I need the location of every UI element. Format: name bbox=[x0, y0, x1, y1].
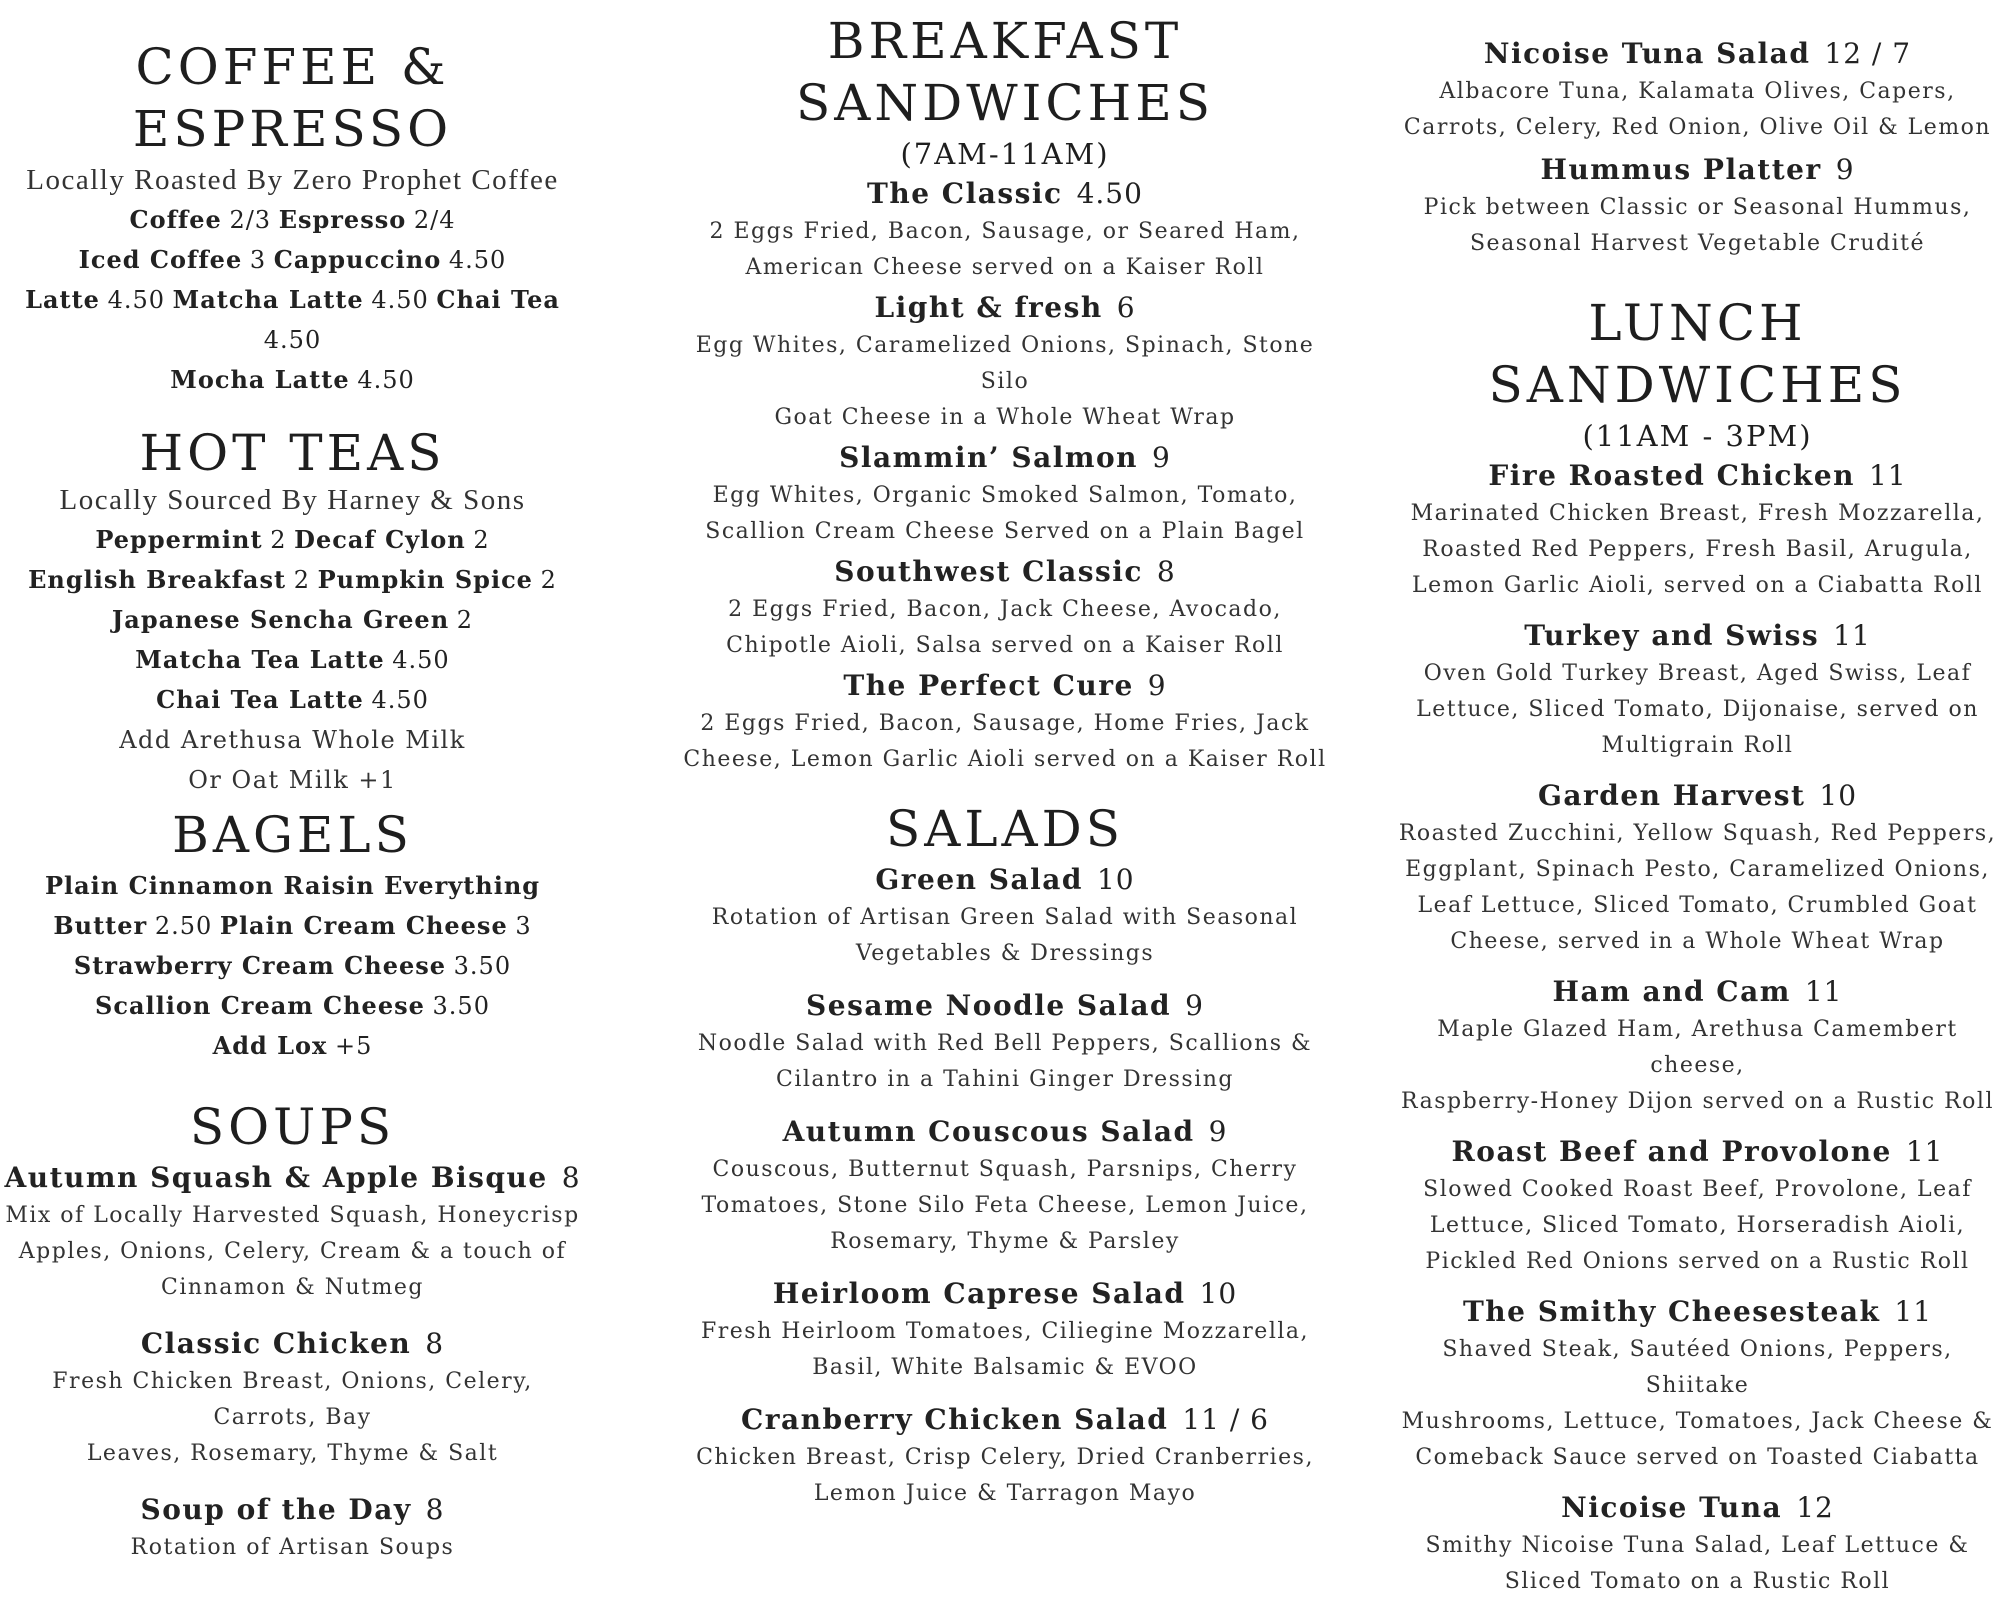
salads-item-heading bbox=[680, 860, 1330, 900]
salads-item-price: 10 bbox=[1199, 1277, 1238, 1310]
lunch-menu-item bbox=[1395, 456, 2000, 604]
breakfast-item-description: Cheese, Lemon Garlic Aioli served on a Kaiser Roll bbox=[683, 747, 1327, 772]
lunch-item-list bbox=[1395, 456, 2000, 1600]
breakfast-section-title: BREAKFAST bbox=[827, 12, 1183, 70]
coffee-item-name: Iced Coffee bbox=[78, 245, 243, 274]
coffee-section-title: COFFEE & ESPRESSO bbox=[132, 38, 453, 158]
teas-milk-note-price: Or Oat Milk +1 bbox=[188, 766, 397, 794]
lunch-item-description: Marinated Chicken Breast, Fresh Mozzarella, bbox=[1410, 501, 1985, 526]
breakfast-menu-item bbox=[680, 666, 1330, 778]
breakfast-item-description: Egg Whites, Organic Smoked Salmon, Tomato, bbox=[712, 483, 1298, 508]
coffee-item-name: Latte bbox=[25, 285, 100, 314]
breakfast-menu-item bbox=[680, 552, 1330, 664]
breakfast-section-title-line2: SANDWICHES bbox=[796, 74, 1214, 132]
lunch-menu-item bbox=[1395, 972, 2000, 1120]
breakfast-item-description: American Cheese served on a Kaiser Roll bbox=[745, 255, 1265, 280]
soups-item-name: Classic Chicken bbox=[140, 1327, 412, 1360]
breakfast-item-price: 4.50 bbox=[1076, 177, 1143, 210]
lunch-item-description: Mushrooms, Lettuce, Tomatoes, Jack Cheese & bbox=[1401, 1409, 1994, 1434]
teas-item-name: English Breakfast bbox=[28, 565, 287, 594]
bagels-item-price: 3.50 bbox=[453, 952, 512, 980]
lunch-item-name: Roast Beef and Provolone bbox=[1451, 1135, 1892, 1168]
salads-item-name: Heirloom Caprese Salad bbox=[772, 1277, 1186, 1310]
coffee-item-name: Coffee bbox=[129, 205, 222, 234]
teas-item-name: Japanese Sencha Green bbox=[111, 605, 450, 634]
salads-item-description: Chicken Breast, Crisp Celery, Dried Cranberries, bbox=[696, 1445, 1314, 1470]
coffee-price-line bbox=[0, 360, 585, 400]
coffee-item-name: Chai Tea bbox=[436, 285, 560, 314]
lunch-item-price: 12 bbox=[1796, 1491, 1834, 1524]
lunch-item-description: Multigrain Roll bbox=[1601, 733, 1794, 758]
salads-item-description: Basil, White Balsamic & EVOO bbox=[812, 1355, 1198, 1380]
teas-item-name: Pumpkin Spice bbox=[317, 565, 533, 594]
soups-menu-item bbox=[0, 1490, 585, 1566]
breakfast-item-heading bbox=[680, 552, 1330, 592]
menu-column-right bbox=[1395, 0, 2000, 1600]
soups-item-description: Rotation of Artisan Soups bbox=[130, 1535, 455, 1560]
salads-item-description: Vegetables & Dressings bbox=[855, 941, 1155, 966]
breakfast-item-heading bbox=[680, 666, 1330, 706]
salads_cont-menu-item bbox=[1395, 150, 2000, 262]
coffee-price-line bbox=[0, 200, 585, 240]
salads_cont-item-name: Hummus Platter bbox=[1540, 153, 1822, 186]
salads-item-description: Rosemary, Thyme & Parsley bbox=[830, 1229, 1180, 1254]
salads-item-description: Cilantro in a Tahini Ginger Dressing bbox=[775, 1067, 1234, 1092]
lunch-item-heading bbox=[1395, 456, 2000, 496]
bagels-item-name: Plain Cream Cheese bbox=[219, 911, 508, 940]
breakfast-menu-item bbox=[680, 438, 1330, 550]
breakfast-item-description: 2 Eggs Fried, Bacon, Sausage, Home Fries, Jack bbox=[700, 711, 1310, 736]
bagels-item-name: Butter bbox=[53, 911, 148, 940]
lunch-item-description: Eggplant, Spinach Pesto, Caramelized Onions, bbox=[1405, 857, 1990, 882]
lunch-item-description: Roasted Zucchini, Yellow Squash, Red Peppers, bbox=[1398, 821, 1997, 846]
lunch-item-heading bbox=[1395, 616, 2000, 656]
soups-menu-item bbox=[0, 1324, 585, 1472]
soups-item-description: Apples, Onions, Celery, Cream & a touch of bbox=[18, 1239, 567, 1264]
lunch-item-name: The Smithy Cheesesteak bbox=[1462, 1295, 1881, 1328]
bagels-price-line bbox=[0, 1026, 585, 1066]
lunch-item-description: Lettuce, Sliced Tomato, Dijonaise, served on bbox=[1416, 697, 1979, 722]
salads-item-description: Tomatoes, Stone Silo Feta Cheese, Lemon Juice, bbox=[701, 1193, 1309, 1218]
lunch-section-title: LUNCH SANDWICHES bbox=[1488, 294, 1907, 414]
breakfast-item-price: 9 bbox=[1147, 669, 1167, 702]
lunch-item-description: Maple Glazed Ham, Arethusa Camembert cheese, bbox=[1437, 1017, 1958, 1078]
bagels-item-price: 2.50 bbox=[154, 912, 213, 940]
teas-item-price: 2 bbox=[473, 526, 490, 554]
breakfast-item-price: 6 bbox=[1116, 291, 1136, 324]
teas-item-price: 2 bbox=[270, 526, 287, 554]
coffee-item-name: Cappuccino bbox=[273, 245, 442, 274]
coffee-price-line bbox=[0, 280, 585, 360]
salads_cont-item-heading bbox=[1395, 150, 2000, 190]
bagels-item-price: +5 bbox=[334, 1032, 373, 1060]
lunch-item-description: Leaf Lettuce, Sliced Tomato, Crumbled Goat bbox=[1417, 893, 1978, 918]
lunch-item-description: Raspberry-Honey Dijon served on a Rustic Roll bbox=[1401, 1089, 1994, 1114]
lunch-item-name: Ham and Cam bbox=[1552, 975, 1791, 1008]
coffee-item-price: 4.50 bbox=[107, 286, 166, 314]
salads_cont-item-description: Seasonal Harvest Vegetable Crudité bbox=[1469, 231, 1926, 256]
salads_cont-item-description: Albacore Tuna, Kalamata Olives, Capers, bbox=[1439, 79, 1956, 104]
teas-milk-note: Add Arethusa Whole Milk bbox=[119, 726, 466, 754]
breakfast-item-name: Southwest Classic bbox=[834, 555, 1143, 588]
salads_cont-menu-item bbox=[1395, 34, 2000, 146]
soups-item-description: Mix of Locally Harvested Squash, Honeycrisp bbox=[5, 1203, 580, 1228]
bagels-price-line bbox=[0, 986, 585, 1026]
coffee-item-price: 4.50 bbox=[357, 366, 415, 394]
lunch-hours: (11AM - 3PM) bbox=[1582, 419, 1813, 453]
lunch-item-description: Slowed Cooked Roast Beef, Provolone, Leaf bbox=[1423, 1177, 1972, 1202]
lunch-item-description: Sliced Tomato on a Rustic Roll bbox=[1504, 1569, 1891, 1594]
bagels-item-price: 3 bbox=[515, 912, 532, 940]
bagels-item-name: Add Lox bbox=[212, 1031, 328, 1060]
lunch-item-name: Fire Roasted Chicken bbox=[1488, 459, 1855, 492]
lunch-item-description: Shaved Steak, Sautéed Onions, Peppers, Shiitake bbox=[1442, 1337, 1953, 1398]
lunch-item-heading bbox=[1395, 972, 2000, 1012]
coffee-item-price: 3 bbox=[249, 246, 267, 274]
coffee-item-price: 2/4 bbox=[413, 206, 456, 234]
teas-price-list bbox=[0, 520, 585, 720]
teas-item-name: Peppermint bbox=[95, 525, 263, 554]
breakfast-item-description: 2 Eggs Fried, Bacon, Jack Cheese, Avocado, bbox=[728, 597, 1282, 622]
salads_cont-item-price: 12 / 7 bbox=[1824, 37, 1912, 70]
salads_cont-item-price: 9 bbox=[1835, 153, 1855, 186]
lunch-item-description: Comeback Sauce served on Toasted Ciabatta bbox=[1415, 1445, 1980, 1470]
salads-item-price: 10 bbox=[1096, 863, 1135, 896]
salads-item-list bbox=[680, 860, 1330, 1512]
salads-item-heading bbox=[680, 1274, 1330, 1314]
teas-item-name: Decaf Cylon bbox=[294, 525, 466, 554]
lunch-item-name: Garden Harvest bbox=[1537, 779, 1806, 812]
soups-item-heading bbox=[0, 1158, 585, 1198]
lunch-item-name: Nicoise Tuna bbox=[1561, 1491, 1783, 1524]
breakfast-menu-item bbox=[680, 288, 1330, 436]
breakfast-item-name: Light & fresh bbox=[874, 291, 1103, 324]
breakfast-item-price: 9 bbox=[1152, 441, 1171, 474]
lunch-item-price: 11 bbox=[1804, 975, 1843, 1008]
breakfast-item-description: Goat Cheese in a Whole Wheat Wrap bbox=[774, 405, 1236, 430]
lunch-item-price: 11 bbox=[1833, 619, 1871, 652]
lunch-menu-item bbox=[1395, 1132, 2000, 1280]
breakfast-menu-item bbox=[680, 174, 1330, 286]
coffee-item-price: 4.50 bbox=[371, 286, 429, 314]
teas-price-line bbox=[0, 560, 585, 600]
teas-item-price: 4.50 bbox=[371, 686, 429, 714]
salads-item-name: Sesame Noodle Salad bbox=[806, 989, 1172, 1022]
soups-item-heading bbox=[0, 1490, 585, 1530]
soups-item-price: 8 bbox=[425, 1493, 445, 1526]
salads-item-price: 11 / 6 bbox=[1182, 1403, 1269, 1436]
lunch-item-description: Pickled Red Onions served on a Rustic Roll bbox=[1425, 1249, 1970, 1274]
breakfast-item-description: Scallion Cream Cheese Served on a Plain Bagel bbox=[705, 519, 1305, 544]
coffee-item-name: Mocha Latte bbox=[170, 365, 350, 394]
salads_cont-item-description: Carrots, Celery, Red Onion, Olive Oil & Lemon bbox=[1403, 115, 1992, 140]
salads-item-heading bbox=[680, 1112, 1330, 1152]
coffee-item-price: 4.50 bbox=[263, 326, 322, 354]
bagels-item-name: Scallion Cream Cheese bbox=[95, 991, 425, 1020]
teas-tagline: Locally Sourced By Harney & Sons bbox=[59, 484, 526, 516]
bagels-price-line bbox=[0, 946, 585, 986]
lunch-item-description: Lettuce, Sliced Tomato, Horseradish Aioli, bbox=[1429, 1213, 1966, 1238]
breakfast-item-description: 2 Eggs Fried, Bacon, Sausage, or Seared Ham, bbox=[709, 219, 1301, 244]
salads-menu-item bbox=[680, 1400, 1330, 1512]
soups-item-price: 8 bbox=[425, 1327, 445, 1360]
salads-item-description: Rotation of Artisan Green Salad with Seasonal bbox=[711, 905, 1299, 930]
salads-item-description: Fresh Heirloom Tomatoes, Ciliegine Mozzarella, bbox=[700, 1319, 1309, 1344]
soups-item-name: Soup of the Day bbox=[140, 1493, 412, 1526]
salads-item-heading bbox=[680, 986, 1330, 1026]
breakfast-hours: (7AM-11AM) bbox=[900, 137, 1110, 171]
breakfast-item-heading bbox=[680, 288, 1330, 328]
lunch-item-heading bbox=[1395, 776, 2000, 816]
teas-section-title: HOT TEAS bbox=[139, 424, 446, 482]
coffee-item-name: Espresso bbox=[278, 205, 407, 234]
breakfast-item-heading bbox=[680, 174, 1330, 214]
teas-price-line bbox=[0, 680, 585, 720]
soups-item-heading bbox=[0, 1324, 585, 1364]
coffee-item-price: 4.50 bbox=[448, 246, 507, 274]
breakfast-item-name: The Perfect Cure bbox=[843, 669, 1134, 702]
teas-item-price: 2 bbox=[540, 566, 557, 594]
lunch-item-description: Lemon Garlic Aioli, served on a Ciabatta Roll bbox=[1412, 573, 1983, 598]
lunch-item-description: Oven Gold Turkey Breast, Aged Swiss, Leaf bbox=[1423, 661, 1972, 686]
bagels-item-price: 3.50 bbox=[432, 992, 490, 1020]
teas-price-line bbox=[0, 600, 585, 640]
breakfast-item-name: The Classic bbox=[867, 177, 1063, 210]
soups-item-description: Cinnamon & Nutmeg bbox=[161, 1275, 424, 1300]
soups-menu-item bbox=[0, 1158, 585, 1306]
lunch-item-description: Smithy Nicoise Tuna Salad, Leaf Lettuce & bbox=[1425, 1533, 1970, 1558]
soups-item-name: Autumn Squash & Apple Bisque bbox=[4, 1161, 548, 1194]
salads-item-name: Green Salad bbox=[875, 863, 1083, 896]
coffee-item-price: 2/3 bbox=[229, 206, 272, 234]
salads-item-heading bbox=[680, 1400, 1330, 1440]
salads-item-name: Cranberry Chicken Salad bbox=[740, 1403, 1169, 1436]
lunch-item-heading bbox=[1395, 1488, 2000, 1528]
soups-item-description: Leaves, Rosemary, Thyme & Salt bbox=[86, 1441, 499, 1466]
salads-menu-item bbox=[680, 1112, 1330, 1260]
salads_cont-item-name: Nicoise Tuna Salad bbox=[1483, 37, 1811, 70]
coffee-item-name: Matcha Latte bbox=[172, 285, 364, 314]
lunch-item-name: Turkey and Swiss bbox=[1524, 619, 1820, 652]
teas-item-name: Matcha Tea Latte bbox=[135, 645, 385, 674]
teas-item-price: 2 bbox=[456, 606, 474, 634]
teas-price-line bbox=[0, 520, 585, 560]
breakfast-item-price: 8 bbox=[1156, 555, 1176, 588]
lunch-menu-item bbox=[1395, 776, 2000, 960]
lunch-menu-item bbox=[1395, 1488, 2000, 1600]
bagels-price-line bbox=[0, 866, 585, 906]
lunch-item-price: 11 bbox=[1869, 459, 1907, 492]
bagels-item-name: Plain Cinnamon Raisin Everything bbox=[44, 871, 541, 900]
lunch-item-price: 11 bbox=[1905, 1135, 1944, 1168]
lunch-item-description: Cheese, served in a Whole Wheat Wrap bbox=[1450, 929, 1945, 954]
soups-section-title: SOUPS bbox=[189, 1098, 396, 1156]
lunch-item-description: Roasted Red Peppers, Fresh Basil, Arugula, bbox=[1422, 537, 1973, 562]
teas-item-name: Chai Tea Latte bbox=[156, 685, 364, 714]
lunch-item-price: 10 bbox=[1819, 779, 1858, 812]
salads-menu-item bbox=[680, 860, 1330, 972]
lunch-item-heading bbox=[1395, 1132, 2000, 1172]
bagels-item-name: Strawberry Cream Cheese bbox=[73, 951, 447, 980]
menu-column-middle bbox=[680, 0, 1330, 1512]
salads-item-description: Lemon Juice & Tarragon Mayo bbox=[813, 1481, 1197, 1506]
teas-price-line bbox=[0, 640, 585, 680]
soups-item-list bbox=[0, 1158, 585, 1566]
teas-item-price: 2 bbox=[293, 566, 310, 594]
salads-item-price: 9 bbox=[1208, 1115, 1228, 1148]
teas-item-price: 4.50 bbox=[392, 646, 450, 674]
soups-item-description: Fresh Chicken Breast, Onions, Celery, Carrots, Bay bbox=[52, 1369, 533, 1430]
salads-section-title: SALADS bbox=[885, 800, 1124, 858]
salads-item-description: Couscous, Butternut Squash, Parsnips, Cherry bbox=[712, 1157, 1298, 1182]
breakfast-item-description: Egg Whites, Caramelized Onions, Spinach, Stone Silo bbox=[695, 333, 1315, 394]
breakfast-item-heading bbox=[680, 438, 1330, 478]
lunch-menu-item bbox=[1395, 1292, 2000, 1476]
coffee-tagline: Locally Roasted By Zero Prophet Coffee bbox=[26, 164, 559, 196]
coffee-price-line bbox=[0, 240, 585, 280]
salads-continued-item-list bbox=[1395, 34, 2000, 262]
bagels-section-title: BAGELS bbox=[172, 806, 413, 864]
bagels-price-line bbox=[0, 906, 585, 946]
salads-item-description: Noodle Salad with Red Bell Peppers, Scallions & bbox=[697, 1031, 1313, 1056]
breakfast-item-list bbox=[680, 174, 1330, 778]
breakfast-item-name: Slammin’ Salmon bbox=[839, 441, 1139, 474]
salads-item-price: 9 bbox=[1185, 989, 1204, 1022]
lunch-item-price: 11 bbox=[1894, 1295, 1933, 1328]
soups-item-price: 8 bbox=[561, 1161, 581, 1194]
salads-menu-item bbox=[680, 986, 1330, 1098]
salads-menu-item bbox=[680, 1274, 1330, 1386]
menu-column-left bbox=[0, 0, 585, 1566]
breakfast-item-description: Chipotle Aioli, Salsa served on a Kaiser Roll bbox=[726, 633, 1284, 658]
coffee-price-list bbox=[0, 200, 585, 400]
salads_cont-item-description: Pick between Classic or Seasonal Hummus, bbox=[1423, 195, 1972, 220]
salads_cont-item-heading bbox=[1395, 34, 2000, 74]
lunch-menu-item bbox=[1395, 616, 2000, 764]
lunch-item-heading bbox=[1395, 1292, 2000, 1332]
bagels-price-list bbox=[0, 866, 585, 1066]
salads-item-name: Autumn Couscous Salad bbox=[782, 1115, 1195, 1148]
